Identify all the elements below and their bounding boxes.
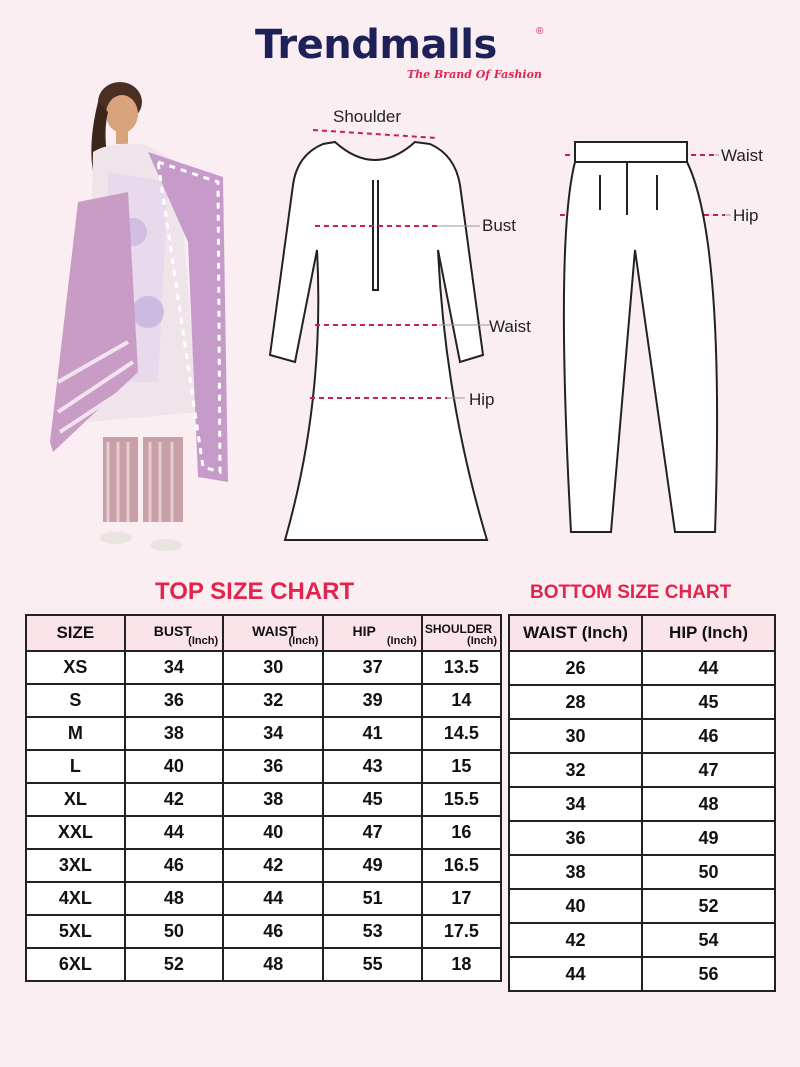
size-cell: 3XL	[26, 849, 125, 882]
bottom-hip-cell: 54	[642, 923, 775, 957]
hip-cell: 37	[323, 651, 421, 684]
size-cell: XS	[26, 651, 125, 684]
table-row	[26, 849, 501, 882]
size-cell: XL	[26, 783, 125, 816]
bust-cell: 50	[125, 915, 223, 948]
waist-cell: 48	[223, 948, 323, 981]
bottom-size-table	[508, 614, 776, 992]
table-row	[509, 685, 775, 719]
waist-cell: 32	[223, 684, 323, 717]
registered-mark: ®	[536, 26, 544, 37]
hip-cell: 39	[323, 684, 421, 717]
bottom-hip-cell: 52	[642, 889, 775, 923]
bottom-waist-cell: 42	[509, 923, 642, 957]
size-cell: 5XL	[26, 915, 125, 948]
size-cell: 4XL	[26, 882, 125, 915]
shoulder-cell: 14	[422, 684, 501, 717]
top-size-table	[25, 614, 502, 982]
hip-cell: 55	[323, 948, 421, 981]
waist-cell: 44	[223, 882, 323, 915]
label-waist: Waist	[489, 317, 531, 336]
brand-name: Trendmalls	[255, 22, 497, 68]
size-cell: 6XL	[26, 948, 125, 981]
measurement-diagram	[255, 100, 795, 550]
bottom-waist-cell: 32	[509, 753, 642, 787]
bottom-waist-cell: 40	[509, 889, 642, 923]
bottom-hip-cell: 47	[642, 753, 775, 787]
table-row	[26, 948, 501, 981]
bottom-hip-cell: 50	[642, 855, 775, 889]
top-size-chart-title: TOP SIZE CHART	[155, 578, 355, 605]
shoulder-cell: 17	[422, 882, 501, 915]
bottom-waist-cell: 44	[509, 957, 642, 991]
shoulder-cell: 15	[422, 750, 501, 783]
waist-cell: 36	[223, 750, 323, 783]
size-cell: XXL	[26, 816, 125, 849]
header-bottom-waist: WAIST (Inch)	[509, 615, 642, 651]
label-bust: Bust	[482, 216, 517, 235]
header-bottom-hip: HIP (Inch)	[642, 615, 775, 651]
brand-logo	[255, 22, 555, 92]
table-row	[509, 753, 775, 787]
shoulder-cell: 13.5	[422, 651, 501, 684]
bottom-waist-cell: 34	[509, 787, 642, 821]
shoulder-cell: 17.5	[422, 915, 501, 948]
size-cell: S	[26, 684, 125, 717]
top-size-rows	[26, 651, 501, 981]
pants-outline	[564, 142, 717, 532]
label-bottom-hip: Hip	[733, 206, 759, 225]
shoulder-cell: 18	[422, 948, 501, 981]
waist-cell: 30	[223, 651, 323, 684]
bottom-hip-cell: 49	[642, 821, 775, 855]
header-shoulder: SHOULDER (Inch)	[422, 615, 501, 651]
model-photo	[48, 82, 248, 562]
table-row	[509, 719, 775, 753]
bust-cell: 34	[125, 651, 223, 684]
table-row	[509, 957, 775, 991]
bottom-hip-cell: 45	[642, 685, 775, 719]
table-row	[509, 923, 775, 957]
table-row	[509, 651, 775, 685]
shoulder-cell: 15.5	[422, 783, 501, 816]
bottom-waist-cell: 36	[509, 821, 642, 855]
bust-cell: 44	[125, 816, 223, 849]
bottom-waist-cell: 26	[509, 651, 642, 685]
waist-cell: 34	[223, 717, 323, 750]
bottom-waist-cell: 30	[509, 719, 642, 753]
bottom-hip-cell: 56	[642, 957, 775, 991]
table-row	[26, 717, 501, 750]
bust-cell: 36	[125, 684, 223, 717]
waist-cell: 38	[223, 783, 323, 816]
table-row	[26, 651, 501, 684]
size-cell: L	[26, 750, 125, 783]
header-hip: HIP (Inch)	[323, 615, 421, 651]
hip-cell: 51	[323, 882, 421, 915]
hip-cell: 47	[323, 816, 421, 849]
shoulder-cell: 16	[422, 816, 501, 849]
table-row	[509, 889, 775, 923]
table-row	[26, 684, 501, 717]
label-shoulder: Shoulder	[333, 107, 402, 126]
hip-cell: 49	[323, 849, 421, 882]
waist-cell: 40	[223, 816, 323, 849]
shoulder-cell: 16.5	[422, 849, 501, 882]
table-row	[509, 821, 775, 855]
bottom-hip-cell: 46	[642, 719, 775, 753]
bottom-waist-cell: 28	[509, 685, 642, 719]
header-size: SIZE	[26, 615, 125, 651]
table-row	[509, 787, 775, 821]
table-row	[26, 783, 501, 816]
header-bust: BUST (Inch)	[125, 615, 223, 651]
bust-cell: 42	[125, 783, 223, 816]
table-row	[26, 750, 501, 783]
table-row	[26, 882, 501, 915]
brand-tagline: The Brand Of Fashion	[407, 68, 542, 81]
bottom-hip-cell: 48	[642, 787, 775, 821]
bust-cell: 46	[125, 849, 223, 882]
bottom-size-rows	[509, 651, 775, 991]
bust-cell: 48	[125, 882, 223, 915]
hip-cell: 45	[323, 783, 421, 816]
table-row	[26, 816, 501, 849]
table-row	[509, 855, 775, 889]
waist-cell: 46	[223, 915, 323, 948]
bottom-size-chart-title: BOTTOM SIZE CHART	[530, 582, 732, 603]
shoulder-cell: 14.5	[422, 717, 501, 750]
hip-cell: 53	[323, 915, 421, 948]
header-waist: WAIST (Inch)	[223, 615, 323, 651]
kurta-outline	[270, 142, 487, 540]
label-hip: Hip	[469, 390, 495, 409]
bottom-waist-cell: 38	[509, 855, 642, 889]
bottom-hip-cell: 44	[642, 651, 775, 685]
size-cell: M	[26, 717, 125, 750]
bust-cell: 52	[125, 948, 223, 981]
hip-cell: 41	[323, 717, 421, 750]
hip-cell: 43	[323, 750, 421, 783]
waist-cell: 42	[223, 849, 323, 882]
bust-cell: 38	[125, 717, 223, 750]
bust-cell: 40	[125, 750, 223, 783]
label-bottom-waist: Waist	[721, 146, 763, 165]
table-row	[26, 915, 501, 948]
